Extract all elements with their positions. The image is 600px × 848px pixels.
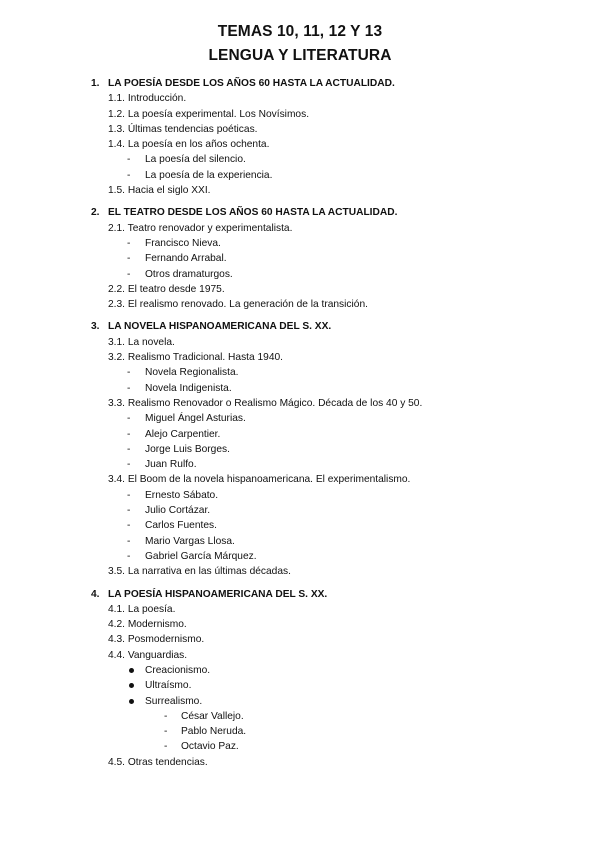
list-item — [0, 739, 600, 754]
item-text: Mario Vargas Llosa. — [145, 535, 235, 547]
item-text: 3.5. La narrativa en las últimas décadas. — [108, 566, 291, 578]
section-heading — [0, 319, 600, 334]
section-heading — [0, 76, 600, 91]
item-text: 1.3. Últimas tendencias poéticas. — [108, 123, 258, 135]
section-1 — [0, 76, 600, 198]
item-text: 2.2. El teatro desde 1975. — [108, 283, 225, 295]
dash-marker: - — [127, 550, 131, 562]
section-heading-text: EL TEATRO DESDE LOS AÑOS 60 HASTA LA ACTUALIDAD. — [108, 207, 398, 219]
item-text: Creacionismo. — [145, 664, 211, 676]
subsection-item — [0, 472, 600, 487]
item-text: 3.1. La novela. — [108, 336, 175, 348]
item-text: 1.1. Introducción. — [108, 93, 187, 105]
list-item — [0, 411, 600, 426]
list-item — [0, 251, 600, 266]
item-text: Otros dramaturgos. — [145, 268, 233, 280]
dash-marker: - — [127, 169, 131, 181]
list-item — [0, 534, 600, 549]
item-text: 4.5. Otras tendencias. — [108, 756, 208, 768]
subsection-item — [0, 122, 600, 137]
section-heading — [0, 587, 600, 602]
document-title: TEMAS 10, 11, 12 Y 13 — [217, 23, 383, 40]
document-subtitle: LENGUA Y LITERATURA — [208, 47, 392, 64]
subsection-item — [0, 335, 600, 350]
dash-marker: - — [127, 253, 131, 265]
item-text: Octavio Paz. — [181, 741, 239, 753]
list-item — [0, 488, 600, 503]
item-text: 3.2. Realismo Tradicional. Hasta 1940. — [108, 352, 283, 364]
dash-marker: - — [127, 520, 131, 532]
dash-marker: - — [164, 726, 168, 738]
dash-marker: - — [127, 382, 131, 394]
item-text: Francisco Nieva. — [145, 237, 221, 249]
item-text: Julio Cortázar. — [145, 505, 211, 517]
list-item — [0, 709, 600, 724]
subsection-item — [0, 221, 600, 236]
dash-marker: - — [127, 428, 131, 440]
list-item — [0, 694, 600, 709]
list-item — [0, 427, 600, 442]
list-item — [0, 442, 600, 457]
subsection-item — [0, 755, 600, 770]
item-text: 4.1. La poesía. — [108, 603, 176, 615]
item-text: 2.3. El realismo renovado. La generación de la transición. — [108, 299, 368, 311]
list-item — [0, 724, 600, 739]
section-number: 2. — [91, 207, 100, 219]
item-text: 2.1. Teatro renovador y experimentalista. — [108, 222, 293, 234]
bullet-icon — [129, 668, 134, 673]
list-item — [0, 365, 600, 380]
subsection-item — [0, 282, 600, 297]
item-text: 4.3. Posmodernismo. — [108, 634, 205, 646]
list-item — [0, 549, 600, 564]
item-text: 1.4. La poesía en los años ochenta. — [108, 139, 270, 151]
section-number: 4. — [91, 588, 100, 600]
section-3 — [0, 319, 600, 579]
dash-marker: - — [127, 443, 131, 455]
item-text: 1.2. La poesía experimental. Los Novísimos. — [108, 108, 310, 120]
item-text: Jorge Luis Borges. — [145, 443, 230, 455]
outline — [0, 76, 600, 777]
section-2 — [0, 205, 600, 312]
item-text: Carlos Fuentes. — [145, 520, 217, 532]
subsection-item — [0, 137, 600, 152]
list-item — [0, 168, 600, 183]
subsection-item — [0, 107, 600, 122]
dash-marker: - — [127, 535, 131, 547]
item-text: 1.5. Hacia el siglo XXI. — [108, 185, 211, 197]
item-text: Pablo Neruda. — [181, 726, 247, 738]
dash-marker: - — [164, 741, 168, 753]
item-text: César Vallejo. — [181, 710, 244, 722]
item-text: Alejo Carpentier. — [145, 428, 221, 440]
list-item — [0, 457, 600, 472]
item-text: La poesía del silencio. — [145, 154, 246, 166]
item-text: Gabriel García Márquez. — [145, 550, 257, 562]
dash-marker: - — [164, 710, 168, 722]
item-text: Novela Indigenista. — [145, 382, 232, 394]
bullet-icon — [129, 699, 134, 704]
section-heading-text: LA POESÍA DESDE LOS AÑOS 60 HASTA LA ACTUALIDAD. — [108, 78, 395, 89]
dash-marker: - — [127, 413, 131, 425]
subsection-item — [0, 564, 600, 579]
subsection-item — [0, 350, 600, 365]
item-text: Juan Rulfo. — [145, 459, 197, 471]
dash-marker: - — [127, 154, 131, 166]
item-text: Novela Regionalista. — [145, 367, 239, 379]
item-text: Ultraísmo. — [145, 680, 192, 692]
list-item — [0, 518, 600, 533]
item-text: 4.4. Vanguardias. — [108, 649, 188, 661]
bullet-icon — [129, 683, 134, 688]
list-item — [0, 663, 600, 678]
list-item — [0, 678, 600, 693]
dash-marker: - — [127, 459, 131, 471]
section-heading-text: LA POESÍA HISPANOAMERICANA DEL S. XX. — [108, 588, 328, 600]
section-4 — [0, 587, 600, 771]
item-text: 4.2. Modernismo. — [108, 619, 187, 631]
subsection-item — [0, 648, 600, 663]
list-item — [0, 152, 600, 167]
dash-marker: - — [127, 505, 131, 517]
dash-marker: - — [127, 367, 131, 379]
dash-marker: - — [127, 237, 131, 249]
subsection-item — [0, 91, 600, 106]
list-item — [0, 236, 600, 251]
section-number: 3. — [91, 321, 100, 333]
subsection-item — [0, 632, 600, 647]
section-heading-text: LA NOVELA HISPANOAMERICANA DEL S. XX. — [108, 321, 332, 333]
section-heading — [0, 205, 600, 220]
list-item — [0, 503, 600, 518]
subsection-item — [0, 396, 600, 411]
item-text: Ernesto Sábato. — [145, 489, 219, 501]
subsection-item — [0, 183, 600, 198]
item-text: La poesía de la experiencia. — [145, 169, 273, 181]
list-item — [0, 267, 600, 282]
subsection-item — [0, 297, 600, 312]
section-number: 1. — [91, 78, 100, 89]
item-text: Surrealismo. — [145, 695, 203, 707]
dash-marker: - — [127, 268, 131, 280]
subsection-item — [0, 617, 600, 632]
item-text: Fernando Arrabal. — [145, 253, 227, 265]
dash-marker: - — [127, 489, 131, 501]
item-text: Miguel Ángel Asturias. — [145, 413, 246, 425]
item-text: 3.3. Realismo Renovador o Realismo Mágico. Década de los 40 y 50. — [108, 397, 423, 409]
subsection-item — [0, 602, 600, 617]
list-item — [0, 381, 600, 396]
item-text: 3.4. El Boom de la novela hispanoamericana. El experimentalismo. — [108, 474, 411, 486]
